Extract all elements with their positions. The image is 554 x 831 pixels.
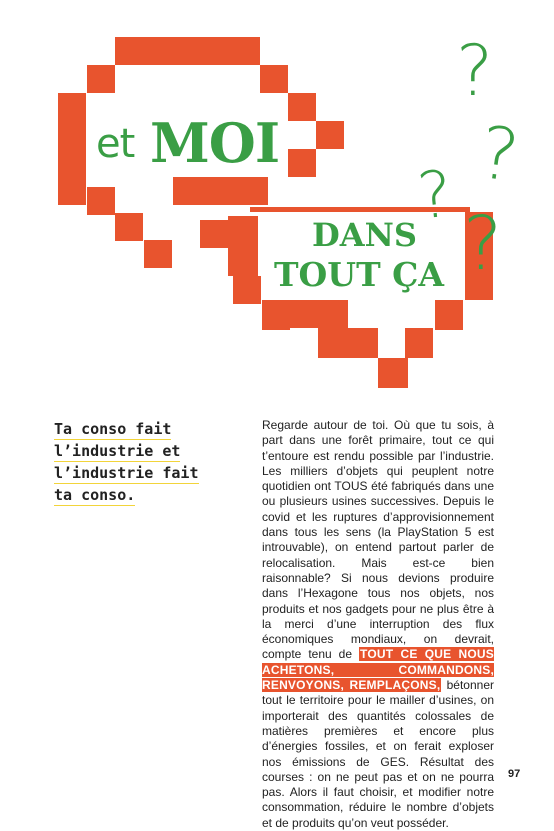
question-mark-4: ? bbox=[463, 201, 503, 287]
title-moi: MOI bbox=[150, 111, 280, 175]
lead-line-4: ta conso. bbox=[54, 486, 136, 504]
body-text bbox=[262, 418, 494, 831]
lead-line-3: l’industrie fait bbox=[54, 464, 199, 482]
lead-quote bbox=[54, 418, 224, 506]
lead-line-2: l’industrie et bbox=[54, 442, 181, 460]
body-text-after: bétonner tout le territoire pour le mailler d’usines, on importerait des quantités colossales de matières premières et encore plus d’énergies fossiles, et on ferait exploser nos émissions de GES. Résultat des courses : on ne peut pas et on ne pourra pas. Alors il faut choisir, et modifier notre consommation, réduire le nombre d’objets et de produits qu’on veut posséder. bbox=[262, 678, 494, 830]
question-mark-2: ? bbox=[474, 109, 524, 199]
title-dans: DANS bbox=[312, 216, 417, 254]
page-number: 97 bbox=[508, 768, 521, 780]
question-mark-1: ? bbox=[456, 30, 494, 112]
title-tout-ca: TOUT ÇA bbox=[274, 255, 444, 294]
body-text-before: Regarde autour de toi. Où que tu sois, à part dans une forêt primaire, tout ce qui t’entoure est rendu possible par l’industrie. Les milliers d’objets qui peuplent notre quotidien ont TOUS été fabriqués dans une ou plusieurs usines successives. Depuis le covid et les ruptures d’approvisionnement dans tous les sens (la PlayStation 5 est introuvable), on entend partout parler de relocalisation. Mais est-ce bien raisonnable? Si nous devions produire dans l’Hexagone tous nos objets, nos produits et nos gadgets pour ne plus être à la merci d’une interruption des flux économiques mondiaux, on devrait, compte tenu de bbox=[262, 418, 494, 662]
title-et: et bbox=[96, 121, 135, 167]
body-highlight: TOUT CE QUE NOUS ACHETONS, COMMANDONS, RENVOYONS, REMPLAÇONS, bbox=[262, 647, 494, 693]
lead-line-1: Ta conso fait bbox=[54, 420, 172, 438]
question-mark-3: ? bbox=[414, 157, 456, 235]
